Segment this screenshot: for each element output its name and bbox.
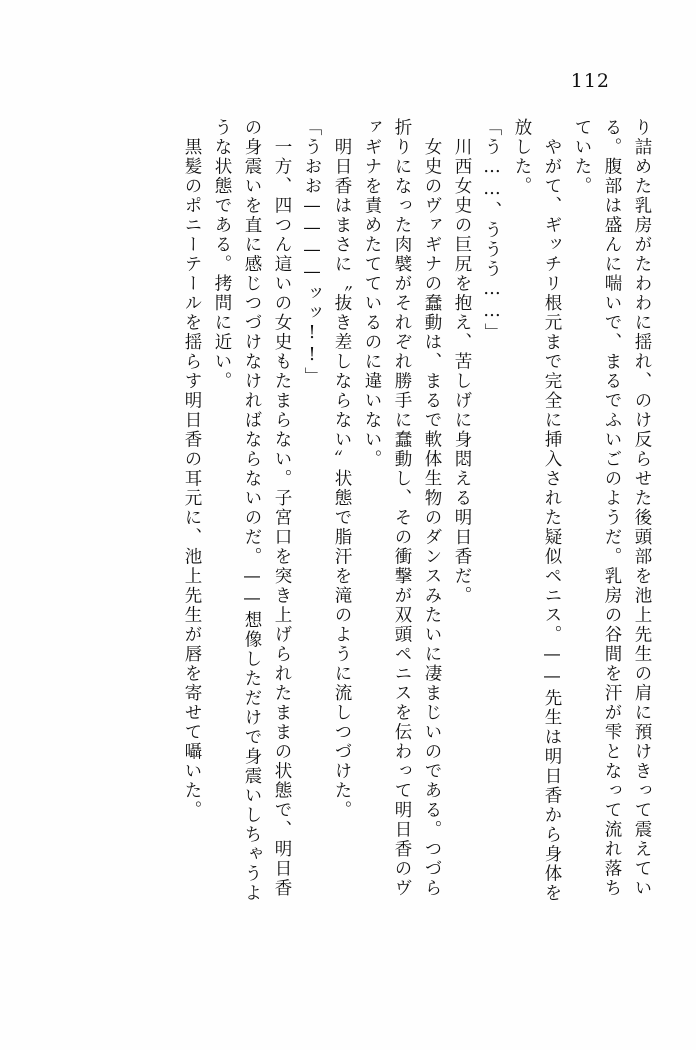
text-column: る。腹部は盛んに喘いで、まるでふいごのようだ。乳房の谷間を汗が雫となって流れ落ち [602, 118, 622, 898]
text-column: 明日香はまさに〝抜き差しならない〟状態で脂汗を滝のように流しつづけた。 [332, 118, 352, 820]
text-column: 川西女史の巨尻を抱え、苦しげに身悶える明日香だ。 [452, 118, 472, 606]
text-column: ていた。 [572, 118, 592, 196]
text-column: 女史のヴァギナの蠢動は、まるで軟体生物のダンスみたいに凄まじいのである。つづら [422, 118, 442, 898]
text-column: 放した。 [512, 118, 532, 196]
text-column: 「うおお————ッッ!!」 [302, 118, 322, 387]
text-column: 折りになった肉襞がそれぞれ勝手に蠢動し、その衝撃が双頭ペニスを伝わって明日香のヴ [392, 118, 412, 898]
text-column: 黒髪のポニーテールを揺らす明日香の耳元に、池上先生が唇を寄せて囁いた。 [182, 118, 202, 820]
text-column: やがて、ギッチリ根元まで完全に挿入された疑似ペニス。——先生は明日香から身体を [542, 118, 562, 903]
text-column: の身震いを直に感じつづけなければならないのだ。——想像しただけで身震いしちゃうよ [242, 118, 262, 903]
text-column: り詰めた乳房がたわわに揺れ、のけ反らせた後頭部を池上先生の肩に預けきって震えてい [632, 118, 652, 898]
text-column: 一方、四つん這いの女史もたまらない。子宮口を突き上げられたままの状態で、明日香 [272, 118, 292, 898]
text-column: うな状態である。拷問に近い。 [212, 118, 232, 391]
page-number: 112 [570, 70, 610, 92]
text-column: 「う……、ううう……」 [482, 118, 502, 343]
vertical-text-block [46, 118, 650, 998]
text-column: ァギナを責めたてているのに違いない。 [362, 118, 382, 469]
